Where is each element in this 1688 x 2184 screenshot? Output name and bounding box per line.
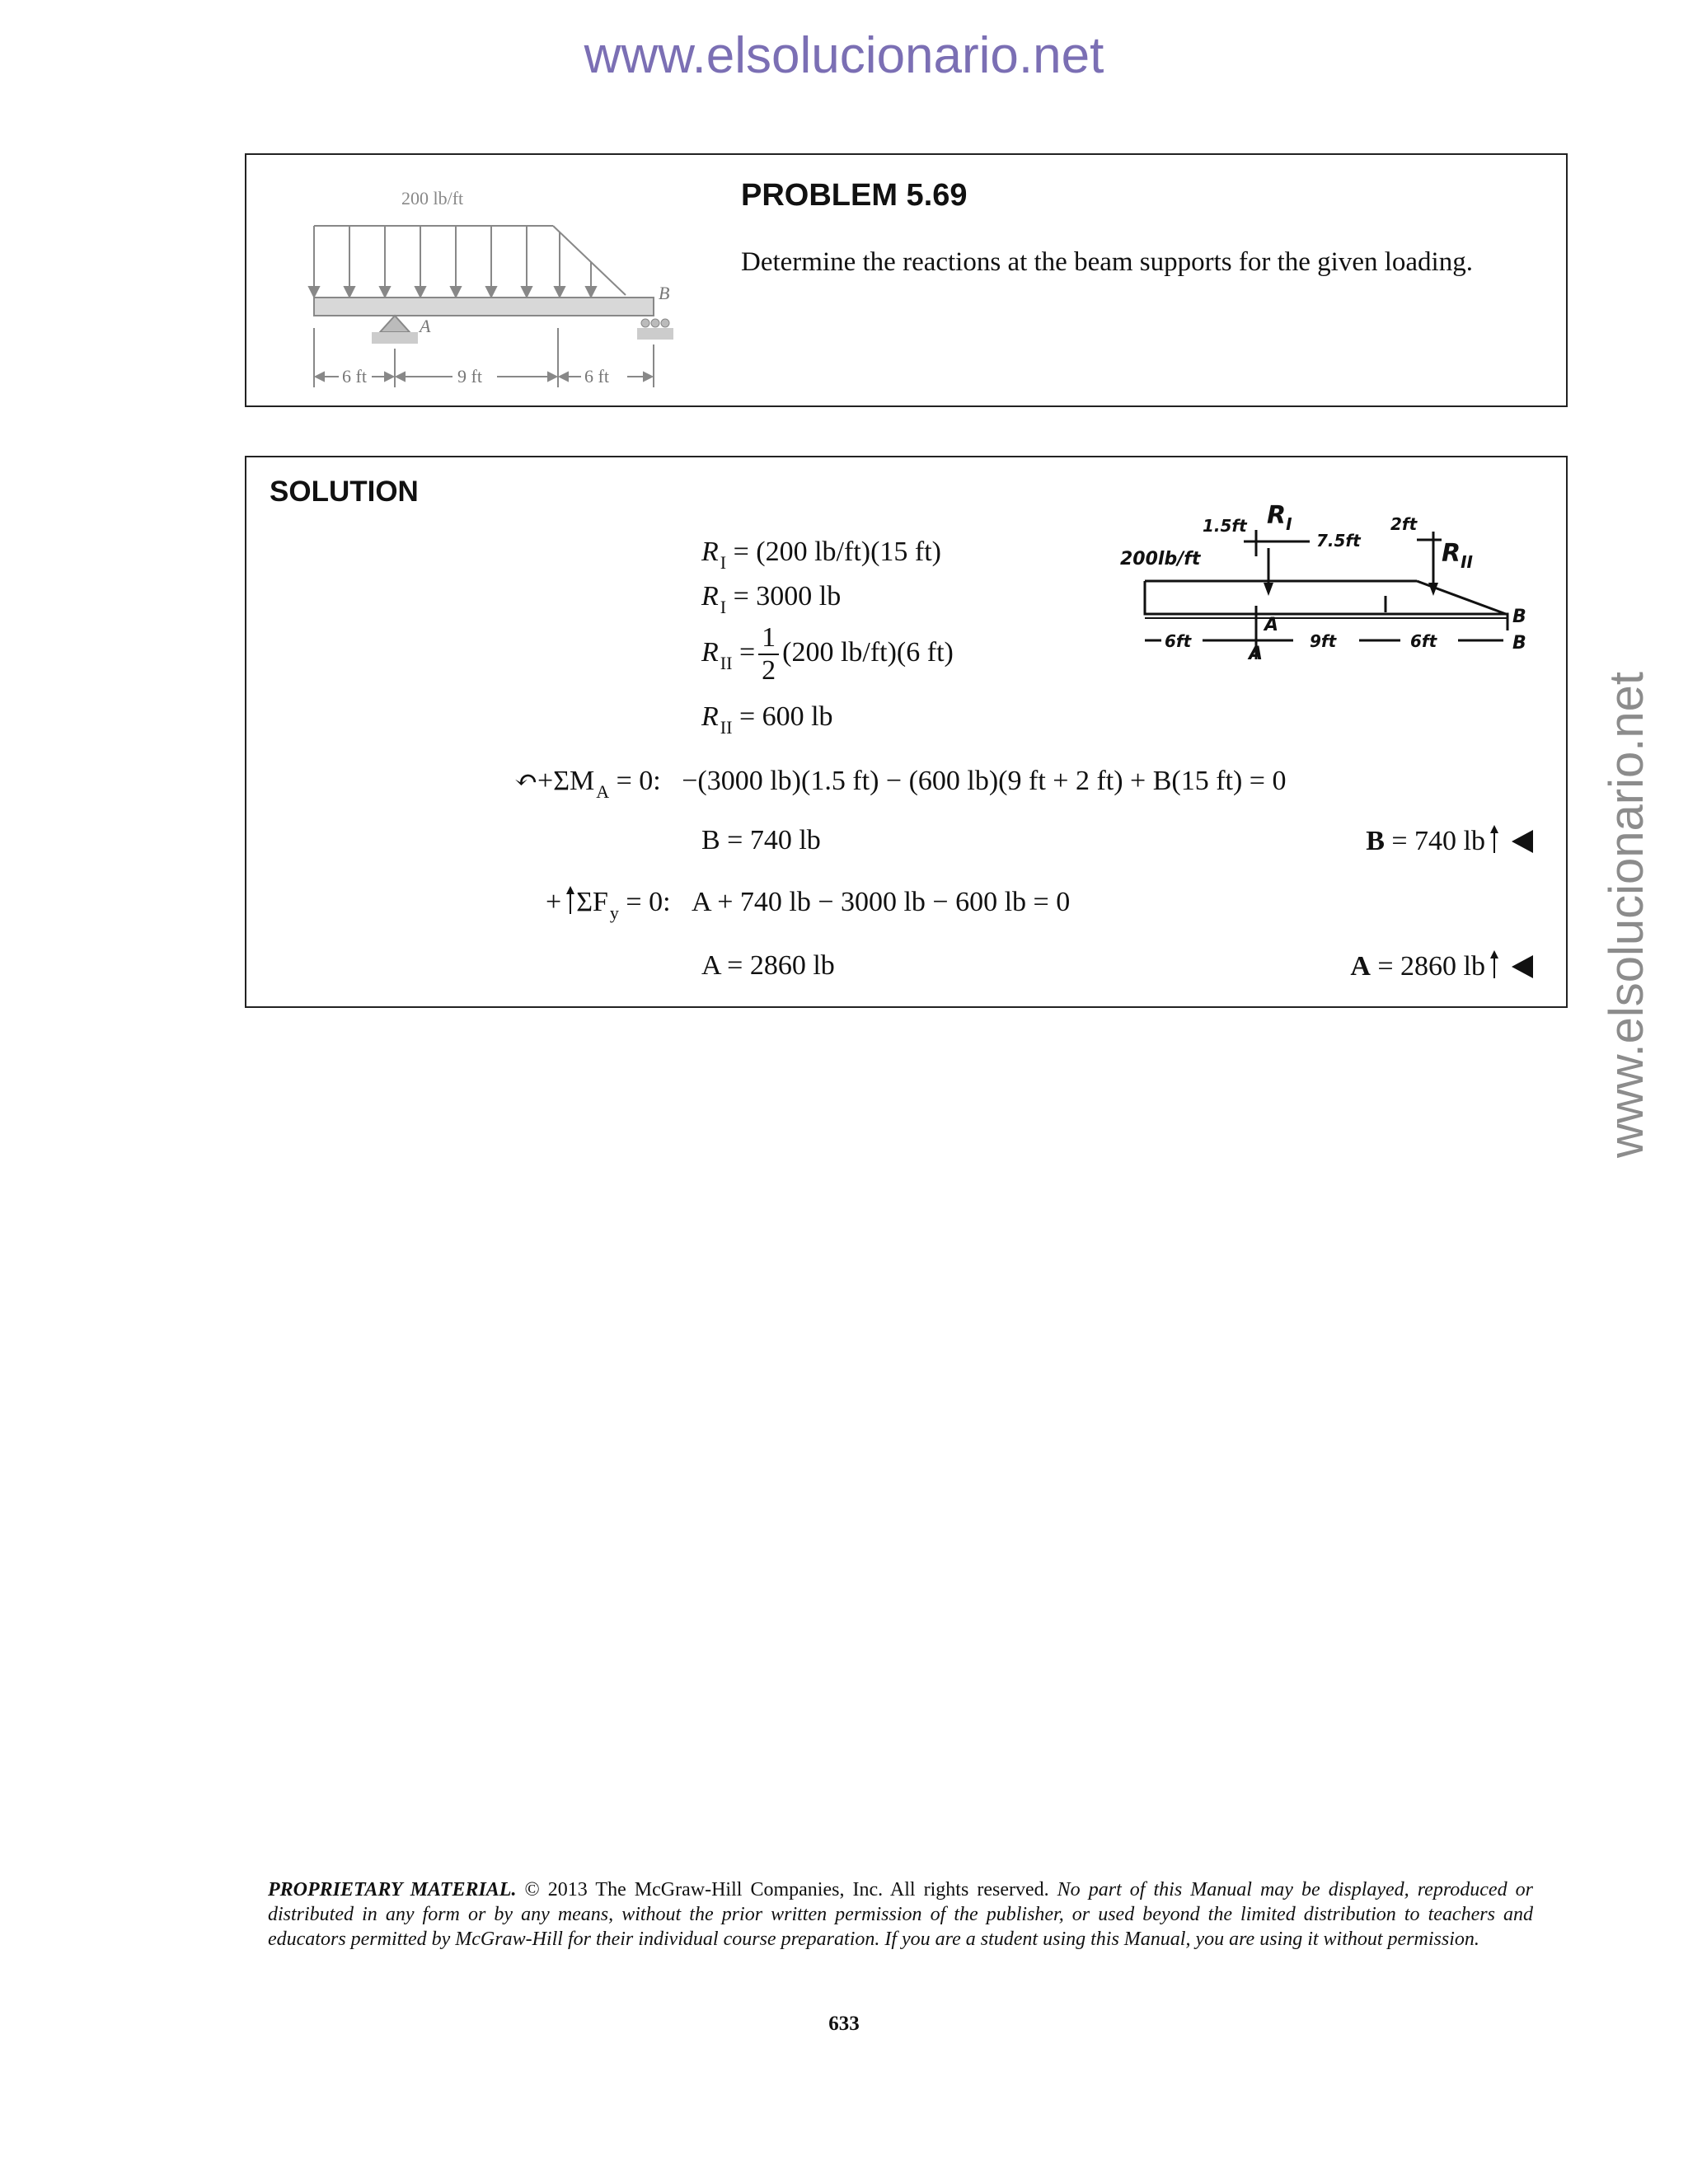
sketch-s1: 6ft (1165, 631, 1192, 651)
support-a-icon (380, 316, 410, 332)
load-arrows (309, 226, 596, 297)
problem-box (245, 153, 1568, 407)
eq-r1-calc: $R_I = (200$ lb/ft)(15 ft) (701, 537, 942, 573)
answer-marker-icon (1512, 955, 1533, 978)
sketch-s3: 6ft (1410, 631, 1437, 651)
footer-copyright: © 2013 The McGraw-Hill Companies, Inc. All rights reserved. (516, 1879, 1057, 1900)
eq-r2-calc: $R_{II}$ = $\frac{1}{2}$ (200 lb/ft)(6 ft) (701, 622, 954, 686)
free-body-sketch (1112, 490, 1540, 663)
support-a-label: A (420, 316, 431, 336)
problem-statement: Determine the reactions at the beam supports for the given loading. (741, 247, 1473, 277)
answer-a: A = 2860 lb (1350, 950, 1533, 982)
sketch-b-label-2: B (1512, 633, 1526, 654)
sketch-b-label: B (1512, 607, 1526, 627)
sketch-load: 200lb/ft (1120, 549, 1201, 569)
solution-title: SOLUTION (270, 476, 419, 508)
page-number: 633 (828, 2013, 860, 2035)
dim-3: 6 ft (584, 366, 609, 387)
dim-1: 6 ft (342, 366, 367, 387)
sketch-r2: $R_{II}$ (1442, 539, 1473, 572)
answer-marker-icon (1512, 830, 1533, 853)
sketch-r1: $R_I$ (1267, 501, 1292, 534)
load-label: 200 lb/ft (401, 188, 464, 209)
dim-2: 9 ft (457, 366, 482, 387)
sketch-a-label-2: A (1249, 644, 1264, 663)
sketch-d3: 2ft (1390, 514, 1418, 534)
problem-title: PROBLEM 5.69 (741, 178, 968, 213)
footer-notice: No part of this Manual may be displayed, reproduced or distributed in any form or by any means, without the prior written permission of the publisher, or used beyond the limited distribution to teachers and educators permitted by McGraw-Hill for their individual course preparation. If you are a student using this Manual, you are using it without permission. (268, 1879, 1533, 1950)
footer-label: PROPRIETARY MATERIAL. (268, 1879, 517, 1900)
eq-b-result: B = 740 lb (701, 825, 821, 855)
watermark-side[interactable]: www.elsolucionario.net (1600, 672, 1653, 1158)
eq-a-result: A = 2860 lb (701, 950, 835, 981)
beam (314, 298, 654, 316)
up-arrow-icon (1489, 950, 1500, 980)
up-arrow-icon (1489, 825, 1500, 855)
support-b-icon (637, 328, 673, 340)
up-arrow-icon (565, 886, 576, 916)
ccw-moment-icon: ↶ (514, 766, 538, 796)
problem-figure (279, 171, 675, 394)
sketch-d1: 1.5ft (1203, 516, 1247, 536)
sketch-s2: 9ft (1310, 631, 1337, 651)
eq-r1-result: $R_I = 3000$ lb (701, 581, 842, 617)
solution-box (245, 456, 1568, 1008)
support-b-label: B (659, 283, 670, 303)
answer-b: B = 740 lb (1366, 825, 1533, 857)
watermark-top[interactable]: www.elsolucionario.net (584, 27, 1104, 84)
eq-force: + $\Sigma F_y = 0$: A + 740 lb − 3000 lb − 600 lb = 0 (546, 887, 1071, 923)
eq-moment: $↶+\Sigma M_A = 0$: −(3000 lb)(1.5 ft) − (600 lb)(9 ft + 2 ft) + B(15 ft) = 0 (514, 766, 1287, 802)
copyright-footer (268, 1877, 1533, 1952)
sketch-a-label: A (1264, 615, 1279, 635)
eq-r2-result: $R_{II} = 600$ lb (701, 701, 833, 738)
sketch-d2: 7.5ft (1316, 531, 1361, 551)
